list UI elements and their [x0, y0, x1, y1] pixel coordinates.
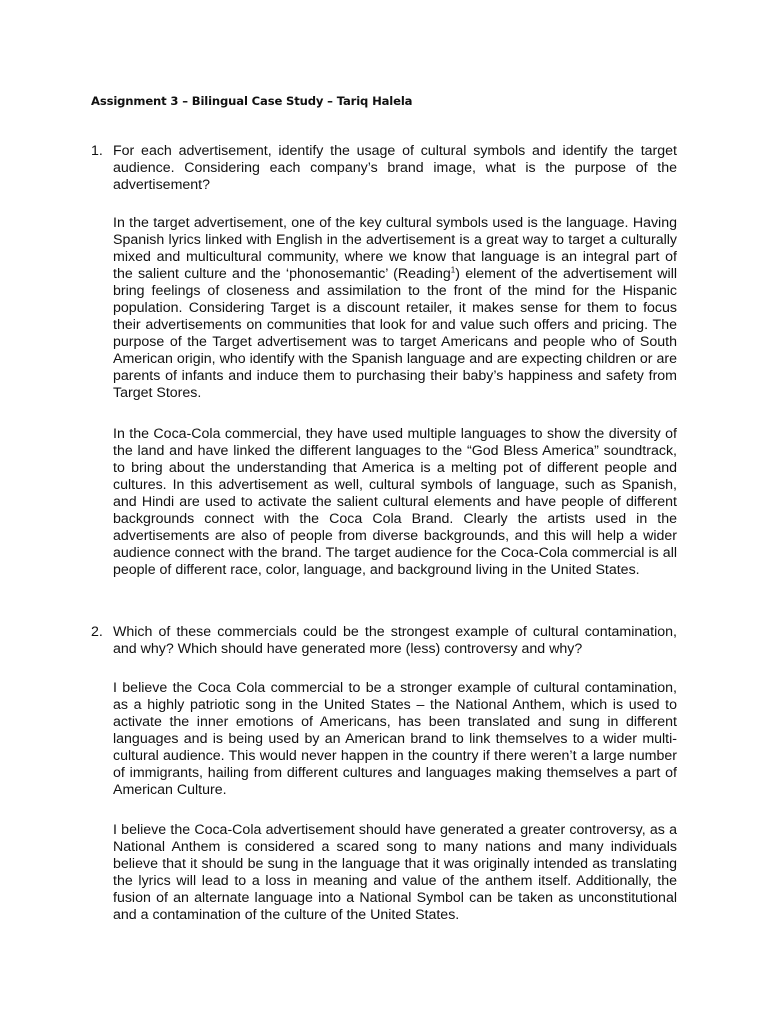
question-2 [91, 624, 677, 658]
question-text: For each advertisement, identify the usage of cultural symbols and identify the target audience. Considering each company’s brand image, what is the purpose of the advertisement? [113, 143, 677, 193]
question-1 [91, 143, 677, 194]
footnote-marker: 1 [450, 265, 456, 275]
answer-paragraph [113, 215, 677, 402]
question-text: Which of these commercials could be the strongest example of cultural contamination, and why? Which should have generated more (less) controversy and why? [113, 624, 677, 657]
answer-text: In the target advertisement, one of the key cultural symbols used is the language. Having Spanish lyrics linked with English in the advertisement is a great way to target a culturally mixed and multicultural community, where we know that language is an integral part of the salient culture and the ‘phonosemantic’ (Reading [113, 215, 677, 282]
answer-paragraph: I believe the Coca Cola commercial to be a stronger example of cultural contamination, as a highly patriotic song in the United States – the National Anthem, which is used to activate the inner emotions of Americans, has been translated and sung in different languages and is being used by an American brand to link themselves to a wider multi-cultural audience. This would never happen in the country if there weren’t a large number of immigrants, hailing from different cultures and languages making themselves a part of American Culture. [113, 680, 677, 798]
answer-paragraph: I believe the Coca-Cola advertisement should have generated a greater controversy, as a National Anthem is considered a scared song to many nations and many individuals believe that it should be sung in the language that it was originally intended as translating the lyrics will lead to a loss in meaning and value of the anthem itself. Additionally, the fusion of an alternate language into a National Symbol can be taken as unconstitutional and a contamination of the culture of the United States. [113, 822, 677, 923]
document-title: Assignment 3 – Bilingual Case Study – Tariq Halela [91, 94, 413, 108]
answer-text: ) element of the advertisement will bring feelings of closeness and assimilation to the front of the mind for the Hispanic population. Considering Target is a discount retailer, it makes sense for them to focus their advertisements on communities that look for and value such offers and pricing. The purpose of the Target advertisement was to target Americans and people who of South American origin, who identify with the Spanish language and are expecting children or are parents of infants and induce them to purchasing their baby’s happiness and safety from Target Stores. [113, 266, 678, 401]
question-number: 2. [91, 624, 103, 640]
question-number: 1. [91, 143, 103, 159]
answer-paragraph: In the Coca-Cola commercial, they have used multiple languages to show the diversity of the land and have linked the different languages to the “God Bless America” soundtrack, to bring about the understanding that America is a melting pot of different people and cultures. In this advertisement as well, cultural symbols of language, such as Spanish, and Hindi are used to activate the salient cultural elements and have people of different backgrounds connect with the Coca Cola Brand. Clearly the artists used in the advertisements are also of people from diverse backgrounds, and this will help a wider audience connect with the brand. The target audience for the Coca-Cola commercial is all people of different race, color, language, and background living in the United States. [113, 426, 677, 578]
